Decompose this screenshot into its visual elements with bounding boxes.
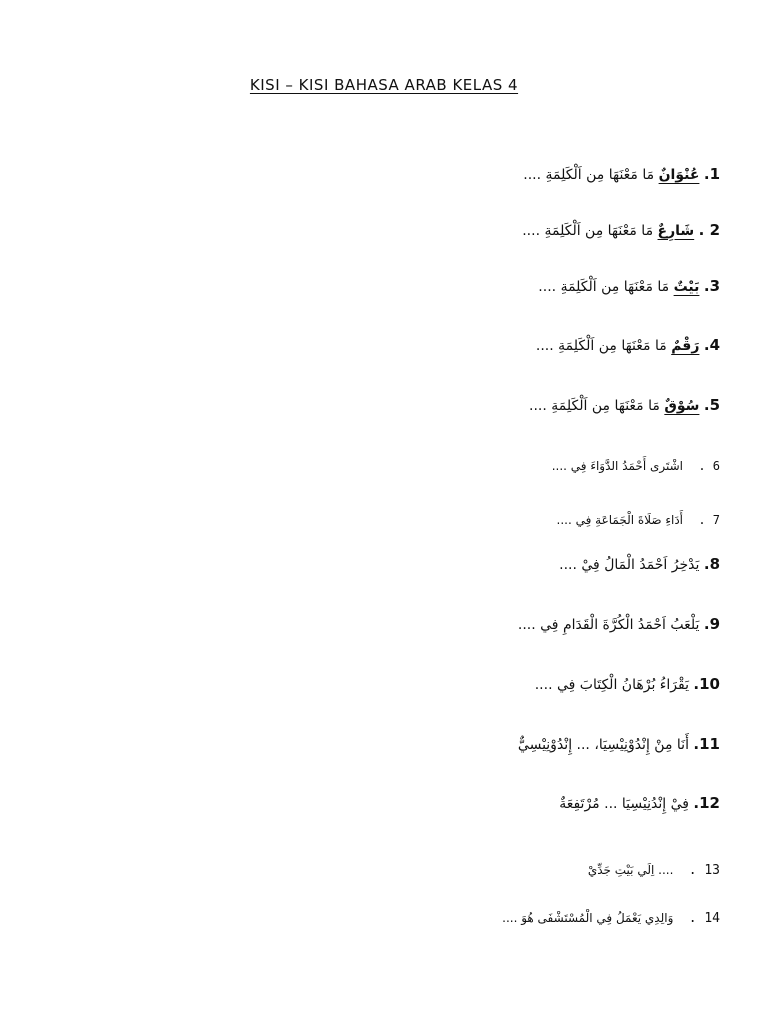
question-number: 2 . (698, 221, 720, 239)
question-text: أَنَا مِنْ إِنْدُوْنِيْسِيَا، ... إِنْدُوْنِيْسِيٌّ (517, 737, 689, 753)
question-8 (559, 552, 720, 577)
question-13 (588, 858, 720, 883)
question-number: 7 . (698, 513, 720, 527)
question-number: 10. (693, 675, 720, 693)
question-text: يَقْرَاءُ بُرْهَانُ الْكِتَابَ فِي .... (534, 677, 689, 693)
question-stem: مَا مَعْنَهَا مِن اَلْكَلِمَةِ (551, 398, 660, 414)
question-4 (536, 333, 720, 358)
question-7 (557, 508, 720, 532)
question-number: 1. (703, 165, 720, 183)
question-number: 6 . (698, 459, 720, 473)
question-text: أَدَاءِ صَلَاةَ الْجَمَاعَةِ فِي .... (556, 513, 684, 527)
question-2 (522, 218, 720, 243)
question-keyword: رَقْمٌ (671, 338, 700, 354)
question-number: 8. (703, 555, 720, 573)
question-number: 3. (703, 277, 720, 295)
question-keyword: بَيْتٌ (673, 279, 700, 295)
question-5 (529, 393, 720, 418)
question-text: اشْتَرى أَحْمَدُ الدَّوَاءَ فِي .... (551, 459, 684, 473)
question-number: 4. (703, 336, 720, 354)
question-text: وَالِدِي يَعْمَلُ فِي الْمُسْتَشْفَى هُوَ .... (502, 911, 674, 925)
question-blank: .... (529, 398, 547, 414)
question-blank: .... (522, 223, 541, 239)
question-keyword: سُوْقٌ (664, 398, 700, 414)
question-text: فِيْ إِنْدُنِيْسِيَا ... مُرْتَفِعَةٌ (559, 796, 689, 812)
question-number: 12. (693, 794, 720, 812)
question-keyword: عُنْوَانٌ (658, 167, 700, 183)
question-stem: مَا مَعْنَهَا مِن اَلْكَلِمَةِ (544, 223, 654, 239)
question-blank: .... (523, 167, 542, 183)
question-number: 14 . (688, 911, 720, 926)
question-1 (523, 162, 720, 187)
question-number: 11. (693, 735, 720, 753)
question-blank: .... (535, 338, 554, 354)
question-3 (538, 274, 720, 299)
question-text: يَدْخِرُ اَحْمَدُ الْمَالُ فِيْ .... (559, 557, 700, 573)
question-text: يَلْعَبُ اَحْمَدُ الْكُرَّةَ الْقَدَامِ فِي .... (517, 617, 700, 633)
question-number: 9. (703, 615, 720, 633)
question-9 (518, 612, 720, 637)
question-11 (518, 732, 720, 757)
question-stem: مَا مَعْنَهَا مِن اَلْكَلِمَةِ (560, 279, 670, 295)
question-blank: .... (538, 279, 557, 295)
question-stem: مَا مَعْنَهَا مِن اَلْكَلِمَةِ (558, 338, 667, 354)
question-stem: مَا مَعْنَهَا مِن اَلْكَلِمَةِ (545, 167, 655, 183)
question-text: .... اِلَي بَيْتِ جَدِّيْ (587, 863, 674, 877)
question-keyword: شَارِعٌ (657, 223, 695, 239)
question-number: 13 . (688, 863, 720, 878)
page-title: KISI – KISI BAHASA ARAB KELAS 4 (249, 76, 519, 94)
question-12 (559, 791, 720, 816)
question-number: 5. (703, 396, 720, 414)
question-14 (502, 906, 720, 931)
question-6 (552, 454, 720, 478)
question-10 (535, 672, 720, 697)
